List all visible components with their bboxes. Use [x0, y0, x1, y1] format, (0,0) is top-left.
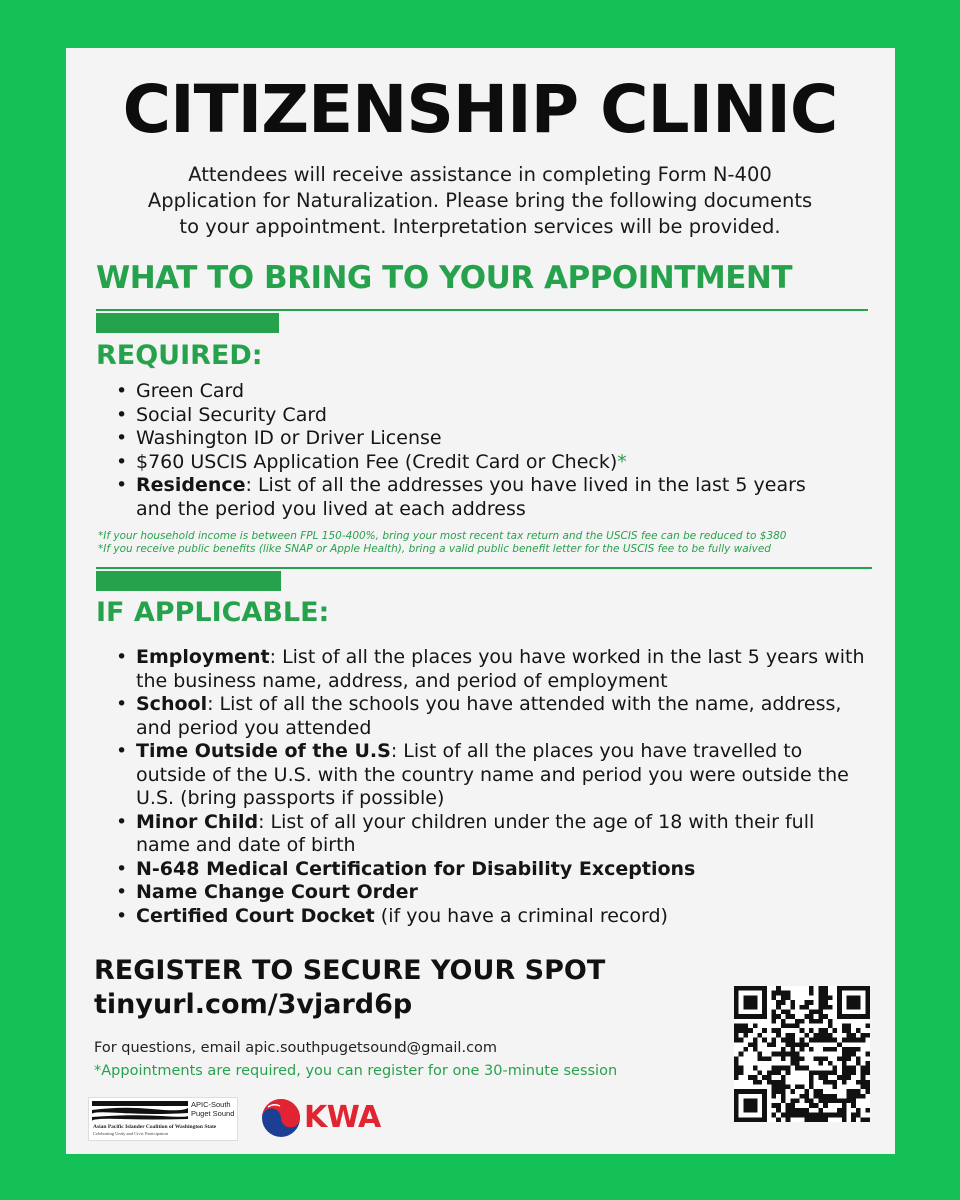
intro-line: Application for Naturalization. Please bring the following documents	[147, 189, 813, 212]
item-label: Certified Court Docket	[136, 904, 375, 927]
kwa-swirl-icon	[260, 1097, 302, 1139]
if-applicable-heading: IF APPLICABLE:	[96, 597, 330, 628]
kwa-logo	[258, 1096, 398, 1140]
list-item	[116, 646, 866, 693]
item-text: : List of all the schools you have attended with the name, address, and period you attended	[136, 693, 842, 739]
apic-org-name: Asian Pacific Islander Coalition of Washington State	[93, 1124, 217, 1130]
required-heading: REQUIRED:	[96, 340, 263, 371]
item-label: Residence	[136, 474, 246, 496]
intro-text	[80, 162, 880, 240]
list-item	[116, 811, 866, 858]
footnote: *If your household income is between FPL 150-400%, bring your most recent tax return and the USCIS fee can be reduced to $380	[98, 530, 787, 542]
list-item	[116, 905, 866, 929]
footnote: *If you receive public benefits (like SNAP or Apple Health), bring a valid public benefit letter for the USCIS fee to be fully waived	[98, 543, 771, 555]
apic-name: APIC-South Puget Sound	[191, 1100, 235, 1118]
list-item	[116, 858, 866, 882]
apic-wave-icon	[92, 1100, 188, 1124]
divider-line	[96, 309, 868, 311]
item-label: Name Change Court Order	[136, 881, 418, 903]
item-text: $760 USCIS Application Fee (Credit Card or Check)	[136, 450, 618, 473]
kwa-wordmark: KWA	[304, 1100, 381, 1135]
item-label: Minor Child	[136, 810, 259, 833]
appointment-note: *Appointments are required, you can register for one 30-minute session	[94, 1063, 618, 1079]
item-label: Employment	[136, 646, 270, 668]
item-text: Green Card	[136, 380, 245, 402]
list-item	[116, 474, 836, 521]
item-text: (if you have a criminal record)	[374, 904, 668, 927]
item-label: School	[136, 693, 208, 715]
item-text: Social Security Card	[136, 403, 327, 426]
what-to-bring-heading: WHAT TO BRING TO YOUR APPOINTMENT	[96, 260, 793, 296]
list-item	[116, 451, 836, 475]
item-text: : List of all the addresses you have lived in the last 5 years and the period you lived at each address	[136, 474, 806, 520]
intro-line: Attendees will receive assistance in completing Form N-400	[188, 163, 772, 186]
divider-bar	[96, 571, 281, 591]
list-item	[116, 380, 836, 404]
list-item	[116, 427, 836, 451]
qr-code[interactable]	[734, 986, 870, 1122]
required-list	[116, 380, 836, 521]
register-heading: REGISTER TO SECURE YOUR SPOT	[94, 955, 606, 986]
item-text: : List of all your children under the age of 18 with their full name and date of birth	[136, 810, 815, 856]
item-text: : List of all the places you have worked in the last 5 years with the business name, address, and period of employment	[136, 646, 865, 692]
list-item	[116, 881, 866, 905]
applicable-list	[116, 646, 866, 928]
item-text: Washington ID or Driver License	[136, 427, 442, 449]
list-item	[116, 740, 866, 811]
divider-line	[96, 567, 872, 569]
page-title: CITIZENSHIP CLINIC	[122, 71, 838, 148]
item-label: N-648 Medical Certification for Disability Exceptions	[136, 857, 696, 880]
intro-line: to your appointment. Interpretation services will be provided.	[179, 215, 781, 238]
register-link[interactable]: tinyurl.com/3vjard6p	[94, 989, 413, 1020]
fee-footnotes	[98, 530, 878, 556]
apic-tagline: Celebrating Unity and Civic Participation	[93, 1131, 168, 1136]
list-item	[116, 404, 836, 428]
item-text: : List of all the places you have travelled to outside of the U.S. with the country name and period you were outside the U.S. (bring passports if possible)	[136, 740, 849, 809]
footnote-marker: *	[617, 450, 627, 473]
list-item	[116, 693, 866, 740]
item-label: Time Outside of the U.S	[136, 740, 391, 762]
questions-contact: For questions, email apic.southpugetsound@gmail.com	[94, 1040, 498, 1056]
divider-bar	[96, 313, 279, 333]
apic-logo	[88, 1097, 238, 1141]
